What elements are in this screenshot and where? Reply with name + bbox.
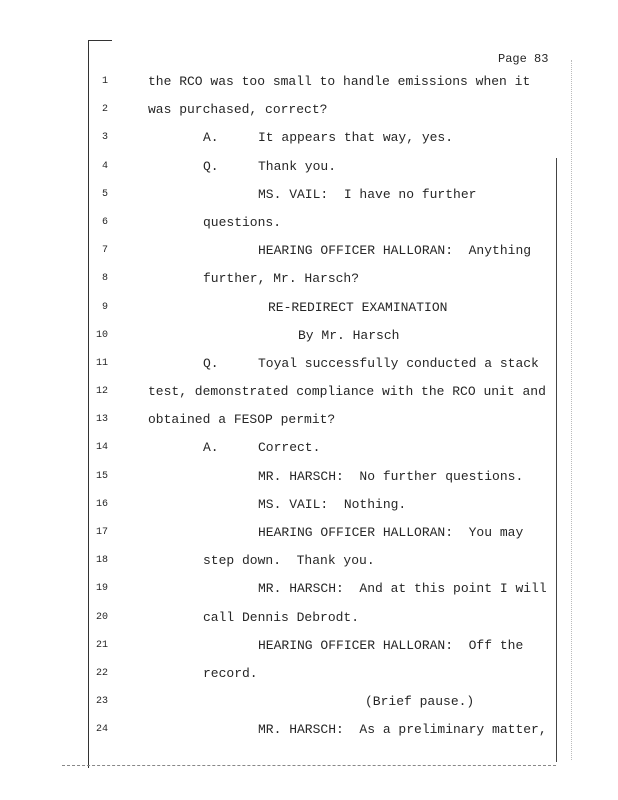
line-number: 14 — [95, 442, 108, 454]
speaker-marker: Q. — [203, 158, 219, 174]
examiner-heading: By Mr. Harsch — [298, 327, 400, 343]
section-heading: RE-REDIRECT EXAMINATION — [268, 299, 448, 315]
page-number: Page 83 — [498, 52, 549, 66]
transcript-line — [0, 547, 618, 575]
line-number: 7 — [101, 245, 108, 257]
line-number: 21 — [95, 639, 108, 651]
line-text: further, Mr. Harsch? — [203, 271, 360, 287]
transcript-line — [0, 265, 618, 293]
line-text: step down. Thank you. — [203, 553, 375, 569]
transcript-line — [0, 237, 618, 265]
page-border-bottom — [62, 765, 556, 766]
line-number: 1 — [101, 76, 108, 87]
line-number: 20 — [95, 611, 108, 623]
transcript-line — [0, 660, 618, 688]
stage-direction: (Brief pause.) — [365, 694, 475, 710]
line-number: 24 — [95, 724, 108, 736]
speaker-marker: A. — [203, 440, 219, 456]
line-text: MR. HARSCH: And at this point I will — [258, 581, 547, 597]
line-number: 8 — [101, 273, 108, 285]
line-text: the RCO was too small to handle emissions when it — [148, 74, 531, 89]
transcript-line — [0, 378, 618, 406]
transcript-line — [0, 96, 618, 124]
line-number: 22 — [95, 667, 108, 679]
transcript-line — [0, 322, 618, 350]
transcript-line — [0, 294, 618, 322]
line-number: 12 — [95, 386, 108, 398]
transcript-line — [0, 519, 618, 547]
line-text: HEARING OFFICER HALLORAN: Off the — [258, 637, 524, 653]
line-text: MS. VAIL: Nothing. — [258, 496, 407, 512]
line-number: 3 — [101, 132, 108, 144]
line-text: Thank you. — [258, 158, 337, 174]
transcript-line — [0, 716, 618, 744]
line-text: MR. HARSCH: As a preliminary matter, — [258, 722, 547, 738]
line-number: 19 — [95, 583, 108, 595]
transcript-line — [0, 491, 618, 519]
transcript-line — [0, 209, 618, 237]
speaker-marker: Q. — [203, 355, 219, 371]
line-number: 5 — [101, 188, 108, 200]
line-number: 10 — [95, 329, 108, 341]
transcript-line — [0, 434, 618, 462]
transcript-line — [0, 68, 618, 96]
transcript-line — [0, 575, 618, 603]
line-text: record. — [203, 665, 258, 681]
line-text: questions. — [203, 214, 282, 230]
transcript-line — [0, 153, 618, 181]
line-number: 16 — [95, 498, 108, 510]
line-text: MS. VAIL: I have no further — [258, 186, 477, 202]
line-number: 2 — [101, 104, 108, 116]
line-text: Toyal successfully conducted a stack — [258, 355, 539, 371]
line-text: obtained a FESOP permit? — [148, 412, 336, 428]
line-number: 11 — [95, 357, 108, 369]
line-number: 6 — [101, 216, 108, 228]
transcript-line — [0, 463, 618, 491]
transcript-body — [0, 68, 618, 745]
speaker-marker: A. — [203, 130, 219, 146]
transcript-line — [0, 350, 618, 378]
line-number: 17 — [95, 527, 108, 538]
line-text: was purchased, correct? — [148, 102, 328, 118]
transcript-line — [0, 406, 618, 434]
line-number: 18 — [95, 555, 108, 567]
transcript-line — [0, 181, 618, 209]
line-number: 15 — [95, 470, 108, 482]
transcript-line — [0, 632, 618, 660]
transcript-line — [0, 688, 618, 716]
line-number: 9 — [101, 301, 108, 313]
page-border-top-tick — [88, 40, 112, 41]
line-number: 13 — [95, 414, 108, 426]
transcript-line — [0, 124, 618, 152]
transcript-line — [0, 604, 618, 632]
line-text: It appears that way, yes. — [258, 130, 454, 146]
line-text: MR. HARSCH: No further questions. — [258, 468, 524, 484]
line-text: HEARING OFFICER HALLORAN: You may — [258, 525, 524, 540]
line-text: test, demonstrated compliance with the RCO unit and — [148, 384, 546, 400]
line-text: HEARING OFFICER HALLORAN: Anything — [258, 243, 532, 259]
line-number: 4 — [101, 160, 108, 172]
line-text: call Dennis Debrodt. — [203, 609, 360, 625]
line-number: 23 — [95, 696, 108, 708]
line-text: Correct. — [258, 440, 321, 456]
